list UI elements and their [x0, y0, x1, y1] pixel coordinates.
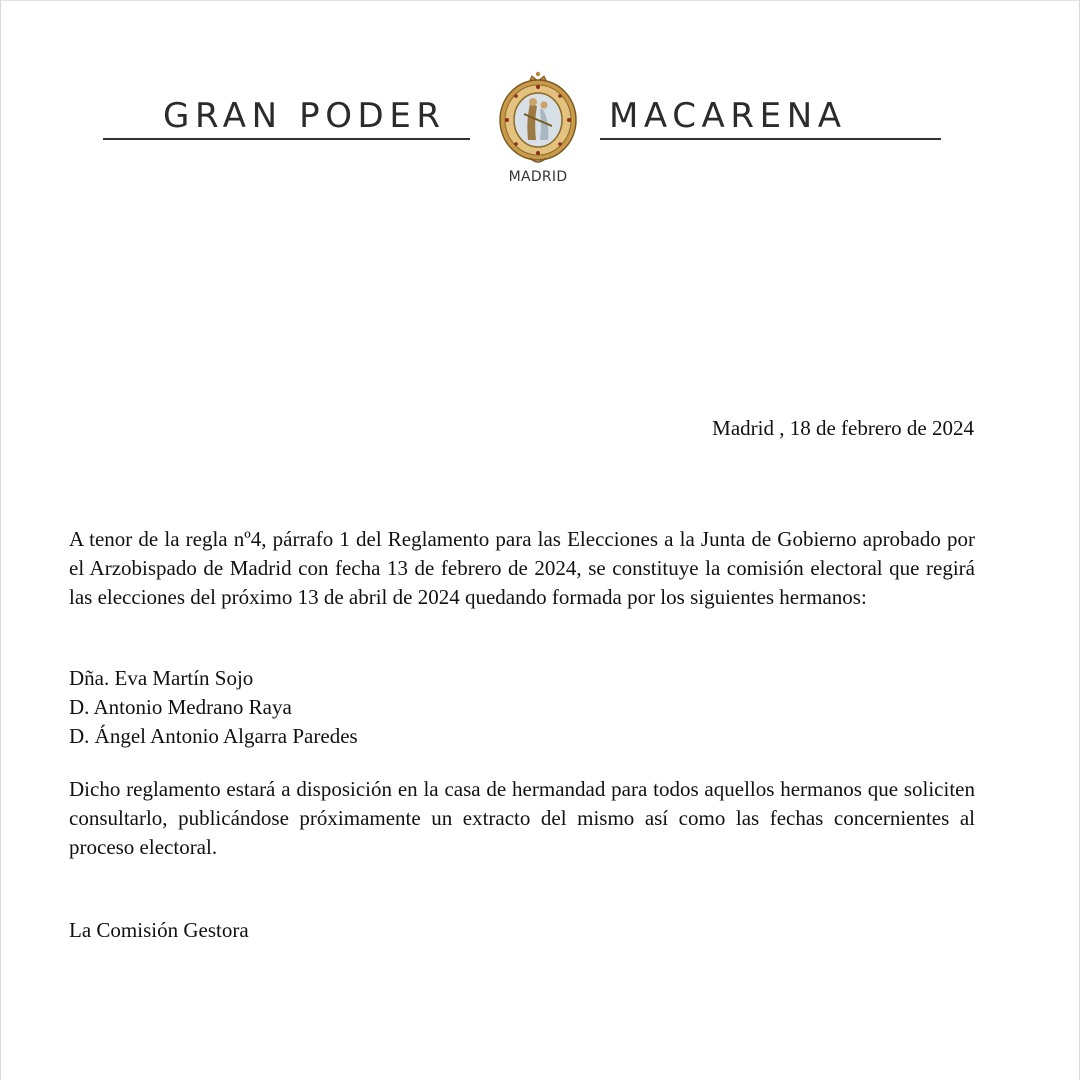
- signature: La Comisión Gestora: [69, 918, 249, 942]
- member-item: D. Ángel Antonio Algarra Paredes: [69, 724, 358, 748]
- paragraph-intro: A tenor de la regla nº4, párrafo 1 del Reglamento para las Elecciones a la Junta de Gobierno aprobado por el Arzobispado de Madrid con fecha 13 de febrero de 2024, se constituye la comisión electoral que regirá las elecciones del próximo 13 de abril de 2024 quedando formada por los siguientes hermanos:: [69, 527, 975, 609]
- paragraph-regulation: Dicho reglamento estará a disposición en la casa de hermandad para todos aquellos hermanos que soliciten consultarlo, publicándose próximamente un extracto del mismo así como las fechas concernientes al proceso electoral.: [69, 777, 975, 859]
- crest-caption: MADRID: [508, 169, 568, 185]
- letterhead-right-rule: [600, 96, 941, 140]
- letter-date: Madrid , 18 de febrero de 2024: [712, 416, 974, 440]
- brotherhood-crest-icon: [494, 70, 582, 166]
- letterhead-left-rule: [103, 96, 470, 140]
- brand-gran-poder: GRAN PODER: [163, 96, 446, 136]
- commission-members-list: [69, 664, 975, 751]
- member-item: Dña. Eva Martín Sojo: [69, 666, 254, 690]
- member-item: D. Antonio Medrano Raya: [69, 695, 292, 719]
- brand-macarena: MACARENA: [609, 96, 847, 136]
